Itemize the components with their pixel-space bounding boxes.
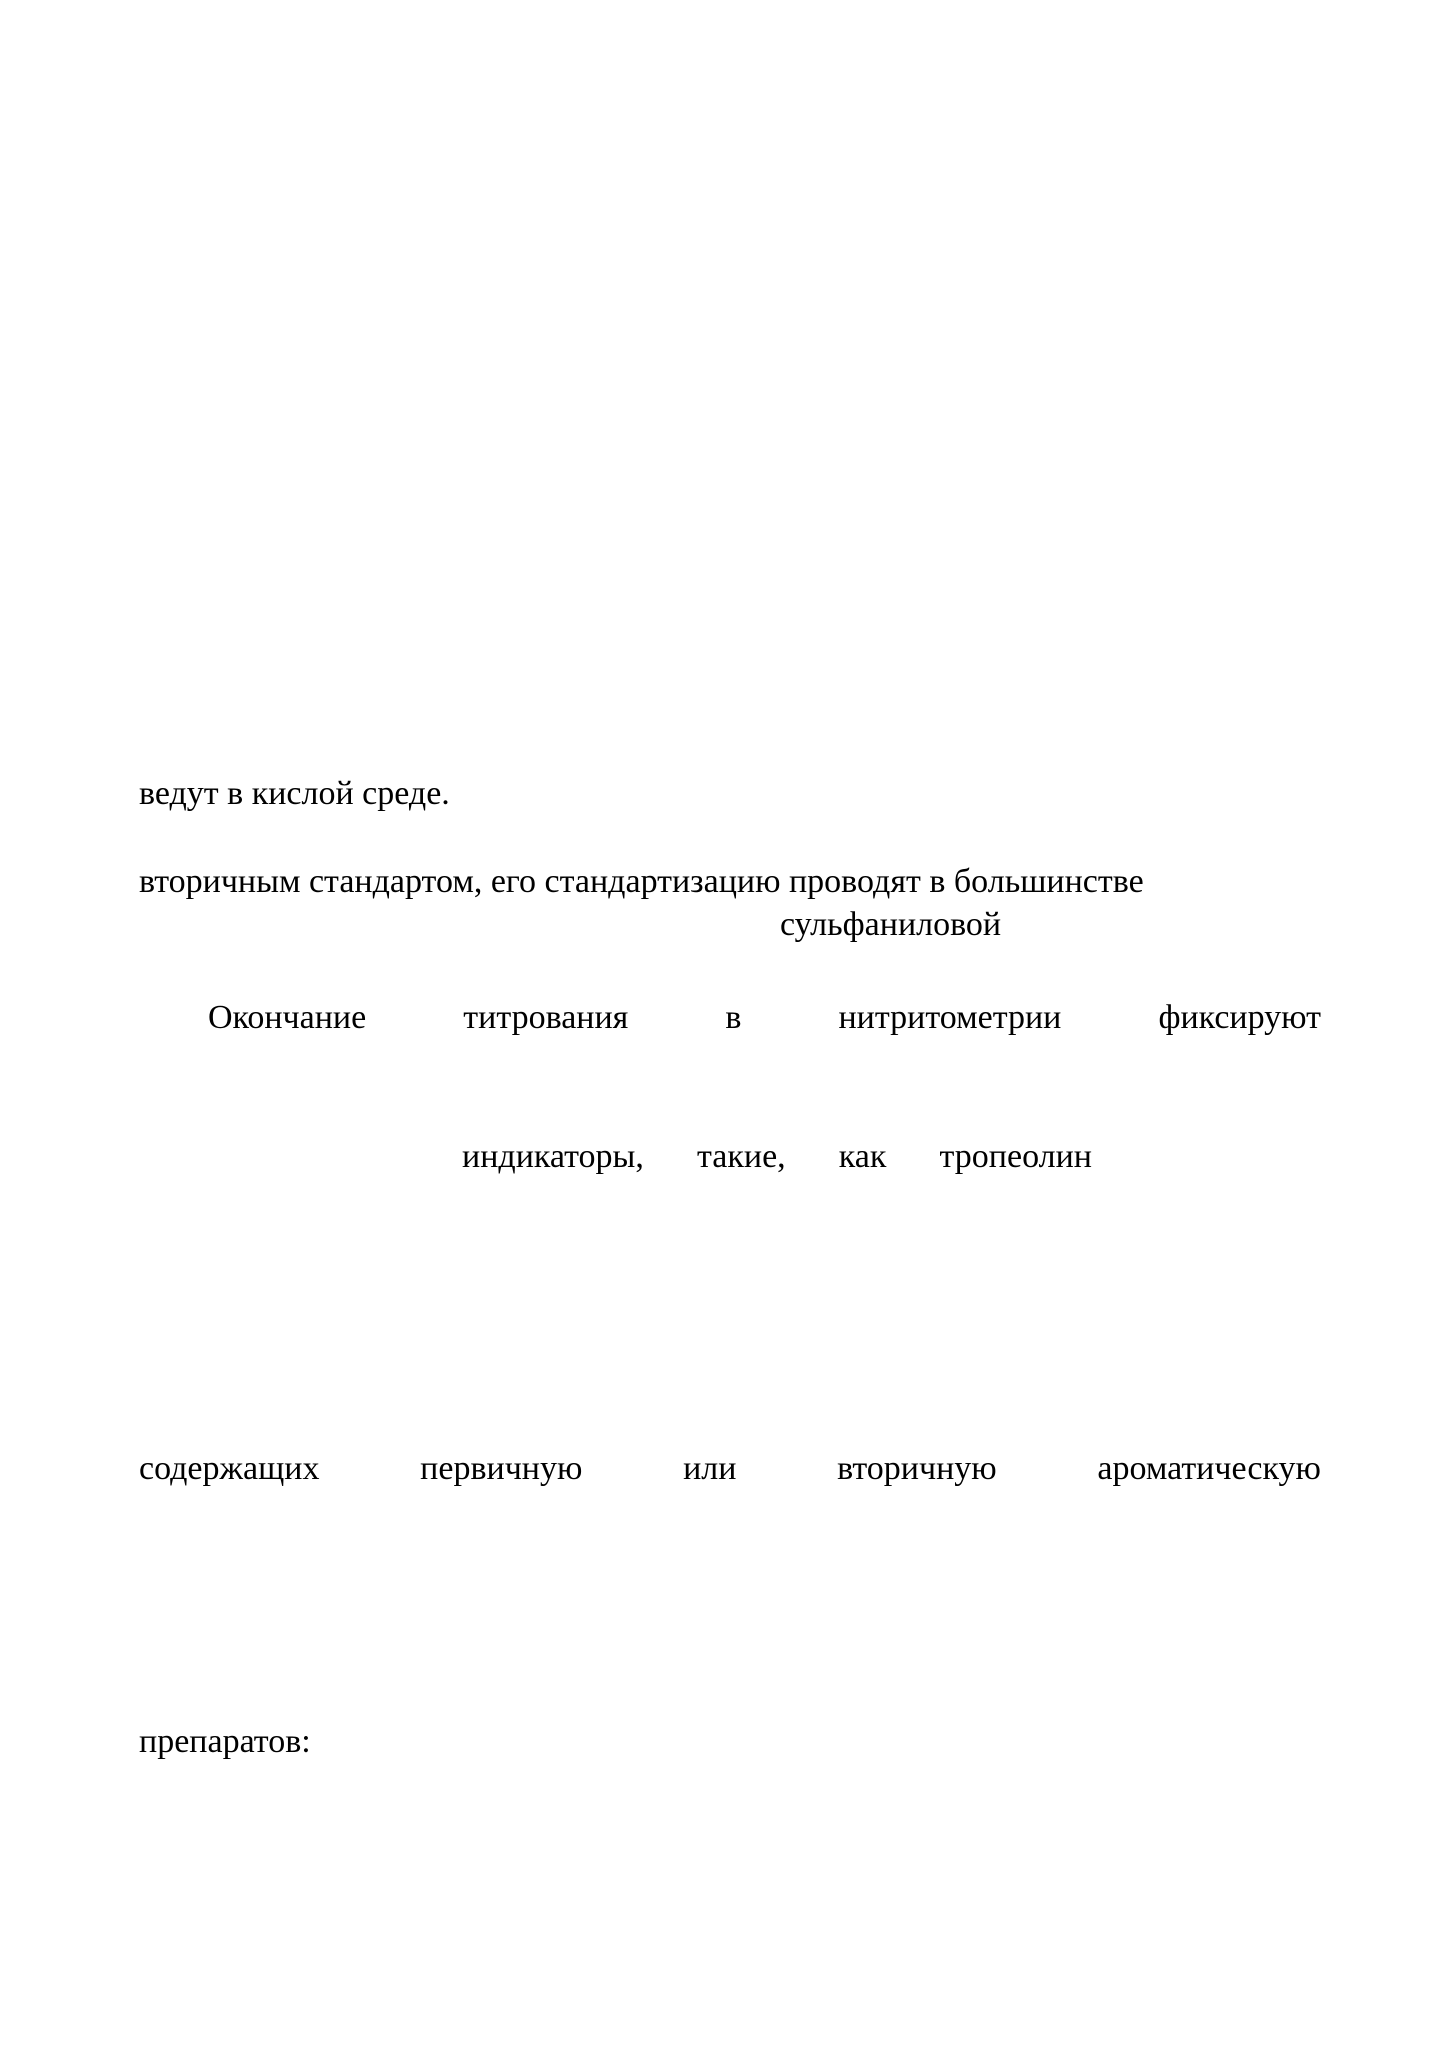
word: как: [838, 1138, 887, 1175]
word: Окончание: [208, 999, 367, 1036]
word: первичную: [420, 1450, 583, 1487]
text-line-preparations: препаратов:: [139, 1723, 311, 1760]
text-line-secondary-standard-content: вторичным стандартом, его стандартизацию проводят в большинстве: [139, 863, 1144, 900]
word: нитритометрии: [838, 999, 1062, 1036]
word: титрования: [463, 999, 629, 1036]
word: вторичную: [837, 1450, 997, 1487]
word: или: [683, 1450, 737, 1487]
word: такие,: [696, 1138, 786, 1175]
text-line-titration-end: [208, 998, 1321, 1038]
text-line-acidic-medium: ведут в кислой среде.: [139, 775, 450, 812]
word: содержащих: [139, 1450, 320, 1487]
word: в: [725, 999, 742, 1036]
text-line-sulfanilic: сульфаниловой: [780, 906, 1002, 943]
text-line-indicators: [462, 1137, 1092, 1177]
text-line-aromatic: [139, 1449, 1321, 1489]
word: тропеолин: [939, 1138, 1092, 1175]
word: фиксируют: [1158, 999, 1321, 1036]
word: индикаторы,: [462, 1138, 644, 1175]
text-line-secondary-standard: [139, 862, 1321, 902]
word: ароматическую: [1097, 1450, 1321, 1487]
